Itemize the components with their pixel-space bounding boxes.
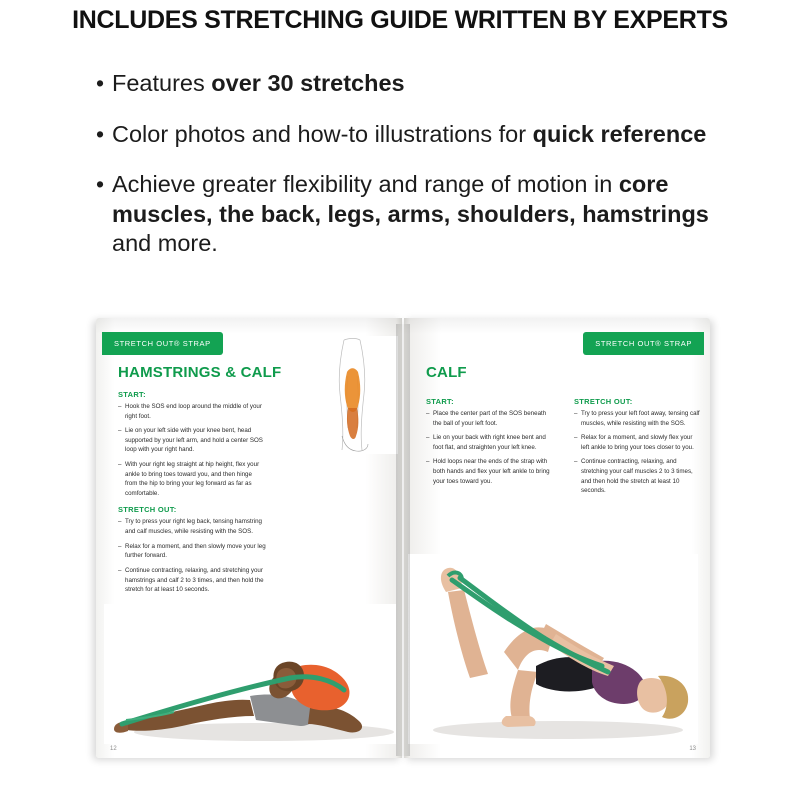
list-item — [96, 170, 740, 259]
right-page-column-start — [426, 390, 554, 491]
page-tab-right-label: STRETCH OUT® STRAP — [595, 339, 692, 348]
right-page-title: CALF — [426, 364, 467, 381]
book-page-left — [96, 318, 402, 758]
dash-icon: – — [118, 403, 122, 410]
dash-icon: – — [118, 461, 122, 469]
bullet-text — [112, 170, 740, 259]
list-item — [118, 426, 266, 455]
dash-icon: – — [118, 566, 122, 574]
bullet-text-bold: core muscles, the back, legs, arms, shoulders, hamstrings — [112, 171, 709, 227]
bullet-text-pre: Achieve greater flexibility and range of motion in — [112, 171, 619, 198]
dash-icon: – — [574, 458, 578, 466]
bullet-text-post: and more. — [112, 230, 218, 257]
bullet-text — [112, 120, 740, 150]
list-item — [118, 517, 266, 536]
bullet-text-bold: over 30 stretches — [211, 70, 405, 96]
list-item — [118, 402, 266, 421]
right-page-column-stretch-out — [574, 390, 702, 501]
photo-hamstring-stretch — [104, 604, 396, 744]
dash-icon: – — [426, 410, 430, 417]
section-heading-start: START: — [118, 390, 146, 399]
bullet-dot-icon: • — [96, 120, 105, 147]
page-title: INCLUDES STRETCHING GUIDE WRITTEN BY EXPERTS — [72, 6, 728, 34]
list-item — [574, 433, 702, 452]
list-item-text: Lie on your left side with your knee bent, head supported by your left arm, and hold a center SOS loop with your right hand. — [125, 427, 263, 454]
list-item-text: Hook the SOS end loop around the middle of your right foot. — [125, 403, 262, 420]
photo-calf-stretch — [408, 554, 698, 744]
dash-icon: – — [574, 410, 578, 417]
list-item — [118, 566, 266, 595]
list-item-text: Relax for a moment, and slowly flex your left ankle to bring your toes closer to you. — [581, 434, 694, 451]
page-number-right: 13 — [689, 746, 696, 752]
feature-bullet-list — [0, 69, 800, 259]
list-item-text: Lie on your back with right knee bent and foot flat, and straighten your left knee. — [433, 434, 546, 451]
bullet-dot-icon: • — [96, 70, 105, 96]
list-item — [426, 457, 554, 486]
book-spine — [396, 324, 410, 756]
list-item — [118, 460, 266, 498]
list-item — [574, 457, 702, 495]
list-item — [426, 433, 554, 452]
list-item-text: Hold loops near the ends of the strap with both hands and flex your left ankle to bring your toes toward you. — [433, 458, 550, 485]
dash-icon: – — [118, 427, 122, 435]
section-heading-stretch-out: STRETCH OUT: — [118, 505, 177, 515]
list-item — [96, 69, 740, 99]
bullet-dot-icon: • — [96, 171, 105, 198]
list-item-text: Place the center part of the SOS beneath the ball of your left foot. — [433, 410, 547, 427]
bullet-text-bold: quick reference — [532, 120, 707, 147]
page-tab-right — [583, 332, 704, 355]
page-tab-left-label: STRETCH OUT® STRAP — [114, 339, 211, 348]
book-page-right — [404, 318, 710, 758]
list-item — [96, 120, 740, 150]
left-page-title: HAMSTRINGS & CALF — [118, 364, 282, 381]
dash-icon: – — [118, 518, 122, 526]
list-item-text: Try to press your right leg back, tensing hamstring and calf muscles, while resisting with the SOS. — [125, 518, 262, 536]
section-heading-start: START: — [426, 397, 454, 406]
list-item-text: With your right leg straight at hip height, flex your ankle to bring toes toward you, and then hinge from the hip to bring your leg forward as far as comfortable. — [125, 461, 260, 497]
open-book-image — [96, 318, 716, 770]
section-heading-stretch-out: STRETCH OUT: — [574, 397, 633, 406]
list-item-text: Continue contracting, relaxing, and stretching your calf muscles 2 to 3 times, and then hold the stretch at least 10 seconds. — [581, 458, 693, 495]
list-item-text: Continue contracting, relaxing, and stretching your hamstrings and calf 2 to 3 times, and then hold the stretch for at least 10 seconds. — [125, 566, 264, 594]
list-item — [574, 409, 702, 428]
page-number-left: 12 — [110, 746, 117, 752]
dash-icon: – — [574, 434, 578, 442]
list-item-text: Relax for a moment, and then slowly move your leg further forward. — [125, 542, 266, 560]
list-item — [426, 409, 554, 428]
bullet-text-pre: Color photos and how-to illustrations for — [112, 120, 533, 147]
list-item — [118, 542, 266, 561]
dash-icon: – — [426, 458, 430, 466]
page-tab-left — [102, 332, 223, 355]
bullet-text — [112, 69, 740, 99]
dash-icon: – — [118, 542, 122, 550]
list-item-text: Try to press your left foot away, tensing calf muscles, while resisting with the SOS. — [581, 410, 700, 427]
bullet-text-pre: Features — [112, 70, 212, 96]
dash-icon: – — [426, 434, 430, 442]
